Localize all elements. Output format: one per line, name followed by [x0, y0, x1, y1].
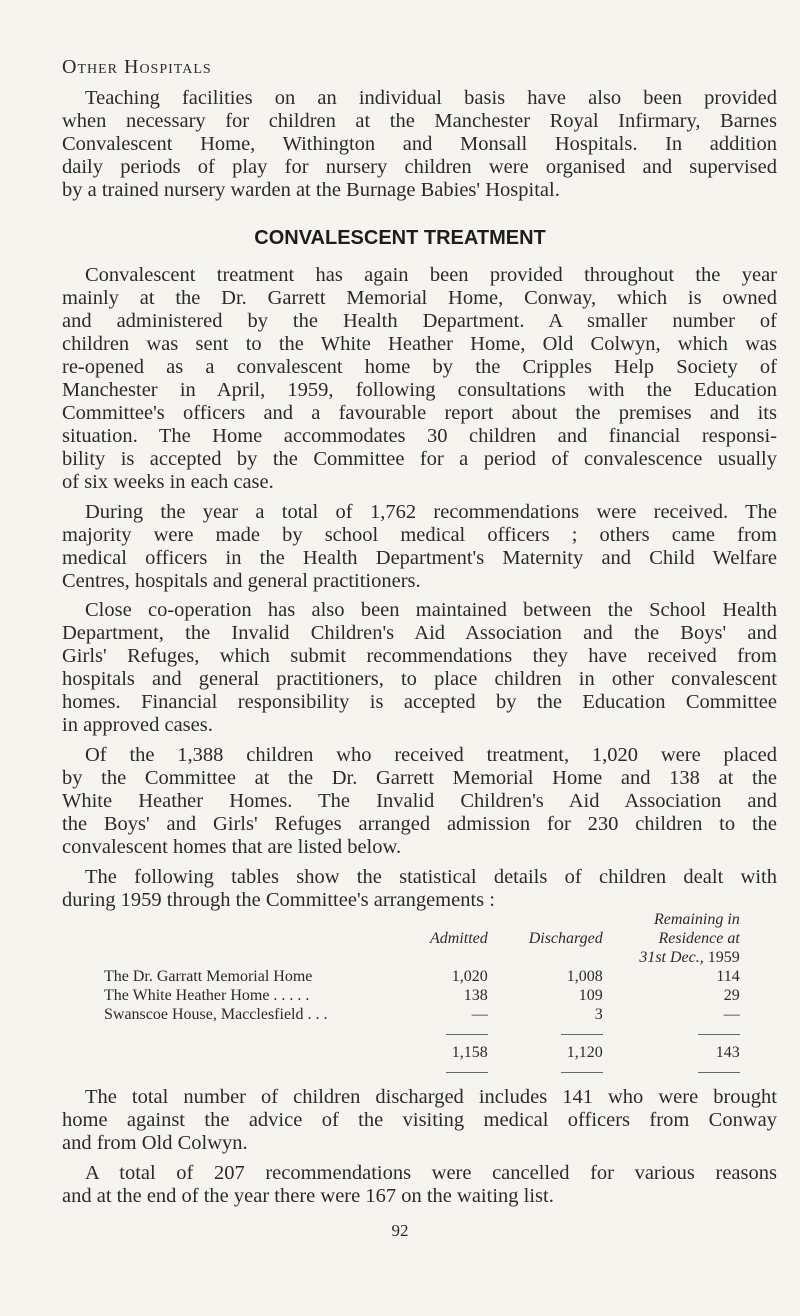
- header-year: 1959: [707, 949, 740, 966]
- paragraph-line: White Heather Homes. The Invalid Children's Aid Association and: [62, 790, 777, 812]
- paragraph: [62, 1086, 777, 1155]
- header-remaining-line2: Residence at: [658, 930, 740, 947]
- paragraph: [62, 264, 777, 494]
- paragraph-line: convalescent homes that are listed below.: [62, 836, 402, 858]
- discharged-value: 1,008: [566, 968, 603, 985]
- discharged-value: 3: [594, 1006, 603, 1023]
- admitted-value: 138: [463, 987, 488, 1004]
- paragraph: [62, 599, 777, 737]
- paragraph-line: when necessary for children at the Manchester Royal Infirmary, Barnes: [62, 110, 777, 132]
- paragraph: [62, 501, 777, 593]
- total-remaining: 143: [715, 1044, 740, 1061]
- paragraph-line: and from Old Colwyn.: [62, 1132, 248, 1154]
- header-date: 31st Dec.,: [639, 949, 704, 966]
- header-remaining-line1: Remaining in: [654, 911, 740, 928]
- divider: [446, 1034, 488, 1035]
- paragraph-line: children was sent to the White Heather Home, Old Colwyn, which was: [62, 333, 777, 355]
- paragraph-line: During the year a total of 1,762 recommendations were received. The: [85, 501, 777, 523]
- paragraph-line: Close co-operation has also been maintained between the School Health: [85, 599, 777, 621]
- paragraph-line: Of the 1,388 children who received treatment, 1,020 were placed: [85, 744, 777, 766]
- total-admitted: 1,158: [451, 1044, 488, 1061]
- totals-row: [100, 1043, 740, 1062]
- section-heading: CONVALESCENT TREATMENT: [254, 227, 546, 249]
- paragraph-line: Centres, hospitals and general practitioners.: [62, 570, 421, 592]
- paragraph-line: Department, the Invalid Children's Aid Association and the Boys' and: [62, 622, 777, 644]
- paragraph-line: Girls' Refuges, which submit recommendations they have received from: [62, 645, 777, 667]
- paragraph: [62, 87, 777, 202]
- section-title: Other Hospitals: [62, 56, 212, 78]
- paragraph-line: by the Committee at the Dr. Garrett Memorial Home and 138 at the: [62, 767, 777, 789]
- paragraph-line: mainly at the Dr. Garrett Memorial Home, Conway, which is owned: [62, 287, 777, 309]
- rule-row: [100, 1062, 740, 1081]
- paragraph-line: hospitals and general practitioners, to place children in other convalescent: [62, 668, 777, 690]
- paragraph-line: and administered by the Health Department. A smaller number of: [62, 310, 777, 332]
- paragraph: [62, 1162, 777, 1208]
- table-header-row: [100, 929, 740, 948]
- paragraph-line: Committee's officers and a favourable report about the premises and its: [62, 402, 777, 424]
- paragraph-line: home against the advice of the visiting medical officers from Conway: [62, 1109, 777, 1131]
- paragraph-line: during 1959 through the Committee's arrangements :: [62, 889, 495, 911]
- paragraph-line: A total of 207 recommendations were cancelled for various reasons: [85, 1162, 777, 1184]
- paragraph-line: majority were made by school medical officers ; others came from: [62, 524, 777, 546]
- paragraph-line: The total number of children discharged includes 141 who were brought: [85, 1086, 777, 1108]
- table-row: [100, 986, 740, 1005]
- divider: [698, 1034, 740, 1035]
- divider: [561, 1034, 603, 1035]
- paragraph-line: of six weeks in each case.: [62, 471, 274, 493]
- header-admitted: Admitted: [430, 930, 488, 947]
- home-name: Swanscoe House, Macclesfield . . .: [104, 1006, 328, 1023]
- divider: [561, 1072, 603, 1073]
- admitted-value: 1,020: [451, 968, 488, 985]
- table-row: [100, 1005, 740, 1024]
- home-name: The White Heather Home . . . . .: [104, 987, 310, 1004]
- paragraph-line: Teaching facilities on an individual basis have also been provided: [85, 87, 777, 109]
- table-header-row: [100, 948, 740, 967]
- admitted-value: —: [471, 1006, 488, 1023]
- remaining-value: 114: [716, 968, 740, 985]
- home-name: The Dr. Garratt Memorial Home: [104, 968, 313, 985]
- discharged-value: 109: [578, 987, 603, 1004]
- paragraph-line: in approved cases.: [62, 714, 213, 736]
- paragraph-line: re-opened as a convalescent home by the Cripples Help Society of: [62, 356, 777, 378]
- paragraph: [62, 866, 777, 912]
- convalescent-statistics-table: [100, 910, 740, 1081]
- page-number: 92: [391, 1221, 409, 1240]
- table-header-row: [100, 910, 740, 929]
- paragraph-line: daily periods of play for nursery children were organised and supervised: [62, 156, 777, 178]
- header-remaining-line3: [603, 948, 740, 967]
- remaining-value: 29: [723, 987, 740, 1004]
- paragraph-line: Convalescent treatment has again been provided throughout the year: [85, 264, 777, 286]
- paragraph-line: Convalescent Home, Withington and Monsall Hospitals. In addition: [62, 133, 777, 155]
- paragraph-line: the Boys' and Girls' Refuges arranged admission for 230 children to the: [62, 813, 777, 835]
- paragraph-line: and at the end of the year there were 167 on the waiting list.: [62, 1185, 554, 1207]
- remaining-value: —: [723, 1006, 740, 1023]
- total-discharged: 1,120: [566, 1044, 603, 1061]
- divider: [446, 1072, 488, 1073]
- table-row: [100, 967, 740, 986]
- paragraph-line: medical officers in the Health Department's Maternity and Child Welfare: [62, 547, 777, 569]
- paragraph-line: by a trained nursery warden at the Burnage Babies' Hospital.: [62, 179, 560, 201]
- rule-row: [100, 1024, 740, 1043]
- paragraph-line: The following tables show the statistical details of children dealt with: [85, 866, 777, 888]
- paragraph-line: Manchester in April, 1959, following consultations with the Education: [62, 379, 777, 401]
- divider: [698, 1072, 740, 1073]
- paragraph-line: situation. The Home accommodates 30 children and financial responsi-: [62, 425, 777, 447]
- paragraph-line: bility is accepted by the Committee for a period of convalescence usually: [62, 448, 777, 470]
- header-discharged: Discharged: [528, 930, 603, 947]
- paragraph-line: homes. Financial responsibility is accepted by the Education Committee: [62, 691, 777, 713]
- paragraph: [62, 744, 777, 859]
